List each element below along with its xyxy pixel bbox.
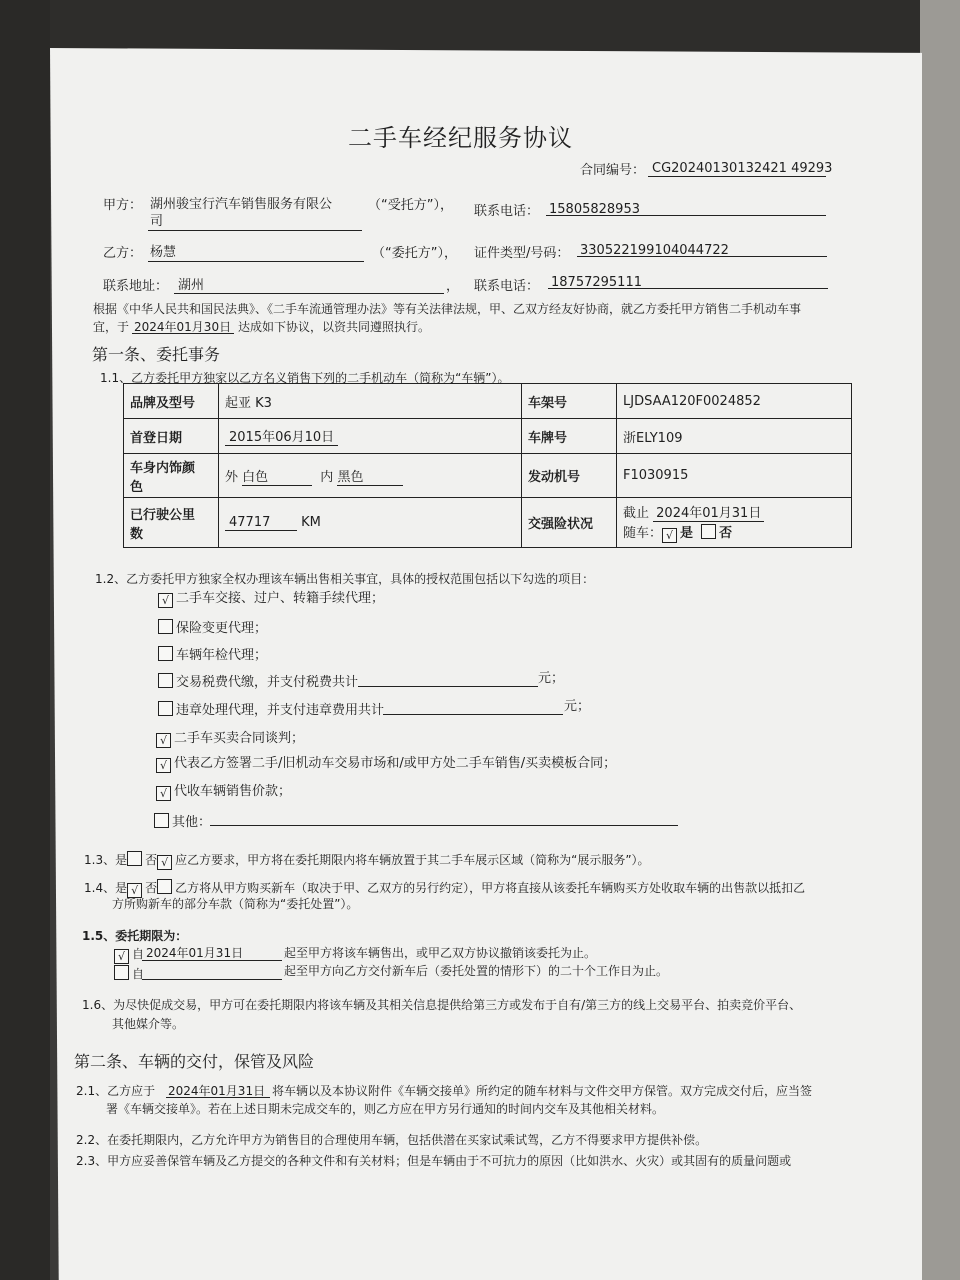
option-6 [156,731,304,748]
option-3-label: 车辆年检代理； [176,648,268,663]
option-8-checkbox[interactable]: √ [156,786,171,801]
insurance-no-label: 否 [719,526,733,541]
clause-1-4-yes-checkbox[interactable]: √ [127,883,142,898]
party-a-role: （“受托方”）， [368,198,453,213]
option-4-suffix: 元； [538,671,565,686]
party-a-label: 甲方： [103,198,143,213]
clause-1-5-a-checkbox[interactable]: √ [114,949,129,964]
party-a-name-line2: 司 [150,214,164,229]
party-b-name: 杨慧 [150,245,177,260]
reg-date-value: 2015年06月10日 [225,426,338,446]
clause-1-4-yes: 1.4、是 [84,881,128,895]
clause-1-4-no-checkbox[interactable] [157,879,172,894]
clause-2-3: 2.3、甲方应妥善保管车辆及乙方提交的各种文件和有关材料；但是车辆由于不可抗力的原因（比如洪水、火灾）或其固有的质量问题或 [76,1154,792,1168]
clause-1-5-b-from: 自 [132,967,145,981]
clause-1-6-line2: 其他媒介等。 [112,1017,185,1031]
clause-2-1-date: 2024年01月31日 [168,1084,266,1098]
clause-1-5-b-checkbox[interactable] [114,965,129,980]
vin-label: 车架号 [522,384,617,419]
clause-1-3 [84,851,650,870]
clause-1-3-text: 应乙方要求，甲方将在委托期限内将车辆放置于其二手车展示区域（简称为“展示服务”）。 [175,853,650,867]
insurance-cell [617,498,852,548]
option-4-underline [358,686,538,687]
insurance-yes-checkbox[interactable]: √ [662,528,677,543]
mileage-label-cell [124,498,219,548]
party-b-role: （“委托方”）， [372,246,457,261]
color-label-line1: 车身内饰颜 [130,460,196,476]
option-5-suffix: 元； [564,699,591,714]
option-6-checkbox[interactable]: √ [156,733,171,748]
color-label-cell [124,454,219,498]
clause-1-6-line1: 1.6、为尽快促成交易，甲方可在委托期限内将该车辆及其相关信息提供给第三方或发布于自有/第三方的线上交易平台、拍卖竞价平台、 [82,998,802,1012]
preamble-line2-start: 宜，于 [93,320,130,334]
color-cell [219,454,522,498]
party-b-id-underline [577,256,827,257]
option-9-underline [210,825,678,826]
party-a-phone-label: 联系电话： [474,204,540,219]
clause-1-3-yes-checkbox[interactable] [127,851,142,866]
option-4-checkbox[interactable] [158,673,173,688]
preamble-line2-end: 达成如下协议，以资共同遵照执行。 [238,320,431,334]
interior-label: 内 [320,469,334,485]
clause-1-4-line2: 方所购新车的部分车款（简称为“委托处置”）。 [112,897,359,911]
document-title: 二手车经纪服务协议 [348,124,573,152]
option-2-checkbox[interactable] [158,619,173,634]
reg-date-cell [219,419,522,454]
clause-2-1-text: 将车辆以及本协议附件《车辆交接单》所约定的随车材料与文件交甲方保管。双方完成交付后，应当签 [272,1084,813,1098]
plate-value: 浙ELY109 [617,419,852,454]
section2-heading: 第二条、车辆的交付，保管及风险 [74,1052,315,1071]
brand-label: 品牌及型号 [124,384,219,419]
vehicle-info-table [123,383,852,548]
option-1 [158,591,384,608]
clause-1-1: 1.1、乙方委托甲方独家以乙方名义销售下列的二手机动车（简称为“车辆”）。 [100,371,510,385]
clause-1-5-b-text: 起至甲方向乙方交付新车后（委托处置的情形下）的二十个工作日为止。 [284,964,669,978]
address-phone-underline [548,288,828,289]
clause-1-3-no-checkbox[interactable]: √ [157,855,172,870]
exterior-color: 白色 [242,466,312,486]
option-8-label: 代收车辆销售价款； [174,784,292,799]
option-7-label: 代表乙方签署二手/旧机动车交易市场和/或甲方处二手车销售/买卖模板合同； [174,756,617,771]
vin-value: LJDSAA120F0024852 [617,384,852,419]
preamble-date: 2024年01月30日 [134,320,232,334]
option-4 [158,673,358,691]
engine-value: F1030915 [617,454,852,498]
plate-label: 车牌号 [522,419,617,454]
mileage-cell [219,498,522,548]
option-6-label: 二手车买卖合同谈判； [174,731,305,746]
clause-1-5-b [114,965,144,982]
clause-1-5-heading: 1.5、委托期限为： [82,929,188,943]
insurance-label: 交强险状况 [522,498,617,548]
engine-label: 发动机号 [522,454,617,498]
option-4-label: 交易税费代缴，并支付税费共计 [176,675,359,690]
option-5-underline [383,714,563,715]
address-underline [174,293,444,294]
insurance-until-label: 截止 [623,506,650,521]
option-7 [156,756,616,773]
mileage-label-line2: 数 [130,526,144,542]
option-1-checkbox[interactable]: √ [158,593,173,608]
option-9 [154,813,211,831]
address-value: 湖州 [178,278,205,293]
mileage-value: 47717 [225,515,297,531]
clause-1-5-a-underline [142,960,282,961]
party-b-label: 乙方： [103,246,143,261]
with-car-label: 随车： [623,526,663,541]
mileage-unit: KM [301,514,321,530]
exterior-label: 外 [225,469,239,485]
option-5 [158,701,384,719]
option-7-checkbox[interactable]: √ [156,758,171,773]
option-9-label: 其他： [172,815,212,830]
option-3 [158,646,267,664]
option-1-label: 二手车交接、过户、转籍手续代理； [176,591,385,606]
clause-1-2: 1.2、乙方委托甲方独家全权办理该车辆出售相关事宜，具体的授权范围包括以下勾选的项目： [95,572,595,586]
color-label-line2: 色 [130,479,144,495]
insurance-until-date: 2024年01月31日 [653,502,764,522]
address-phone: 18757295111 [551,275,642,290]
insurance-no-checkbox[interactable] [701,524,716,539]
party-a-underline [148,230,362,231]
clause-1-3-yes: 1.3、是 [84,853,128,867]
clause-2-1-underline [166,1097,270,1098]
address-comma: ， [446,279,460,294]
clause-1-5-a-from: 自 [132,947,145,961]
background-left [0,0,50,1280]
interior-color: 黑色 [337,466,403,486]
option-2 [158,619,267,637]
reg-date-label: 首登日期 [124,419,219,454]
preamble-date-underline [132,333,234,334]
clause-1-5-a-text: 起至甲方将该车辆售出，或甲乙双方协议撤销该委托为止。 [284,946,597,960]
option-3-checkbox[interactable] [158,646,173,661]
party-b-id-label: 证件类型/号码： [474,246,570,261]
clause-1-4-no: 否 [145,881,158,895]
brand-value: 起亚 K3 [219,384,522,419]
clause-1-3-no: 否 [145,853,158,867]
party-b-id: 330522199104044722 [580,243,729,258]
clause-1-5-a-date: 2024年01月31日 [146,946,244,960]
clause-1-5-a [114,946,144,964]
insurance-yes-label: 是 [680,526,694,541]
address-label: 联系地址： [103,279,169,294]
option-9-checkbox[interactable] [154,813,169,828]
contract-no-label: 合同编号： [580,163,646,178]
preamble-line1: 根据《中华人民共和国民法典》、《二手车流通管理办法》等有关法律法规，甲、乙双方经友好协商，就乙方委托甲方销售二手机动车事 [93,302,802,316]
contract-no-value: CG20240130132421 49293 [652,161,833,176]
party-a-name-line1: 湖州骏宝行汽车销售服务有限公 [150,197,333,212]
address-phone-label: 联系电话： [474,279,540,294]
option-5-label: 违章处理代理，并支付违章费用共计 [176,703,385,718]
background-right [920,0,960,1280]
party-a-phone-underline [546,215,826,216]
option-2-label: 保险变更代理； [176,621,268,636]
option-8 [156,784,291,801]
mileage-label-line1: 已行驶公里 [130,507,196,523]
clause-1-5-b-underline [142,979,282,980]
clause-2-1-start: 2.1、乙方应于 [76,1084,156,1098]
section1-heading: 第一条、委托事务 [92,345,221,364]
party-a-phone: 15805828953 [549,202,640,217]
party-b-underline [148,261,364,262]
option-5-checkbox[interactable] [158,701,173,716]
clause-1-4-text: 乙方将从甲方购买新车（取决于甲、乙双方的另行约定），甲方将直接从该委托车辆购买方处收取车辆的出售款以抵扣乙 [175,881,806,895]
clause-2-1-line2: 署《车辆交接单》。若在上述日期未完成交车的，则乙方应在甲方另行通知的时间内交车及其他相关材料。 [106,1102,665,1116]
clause-2-2: 2.2、在委托期限内，乙方允许甲方为销售目的合理使用车辆，包括供潜在买家试乘试驾，乙方不得要求甲方提供补偿。 [76,1133,708,1147]
